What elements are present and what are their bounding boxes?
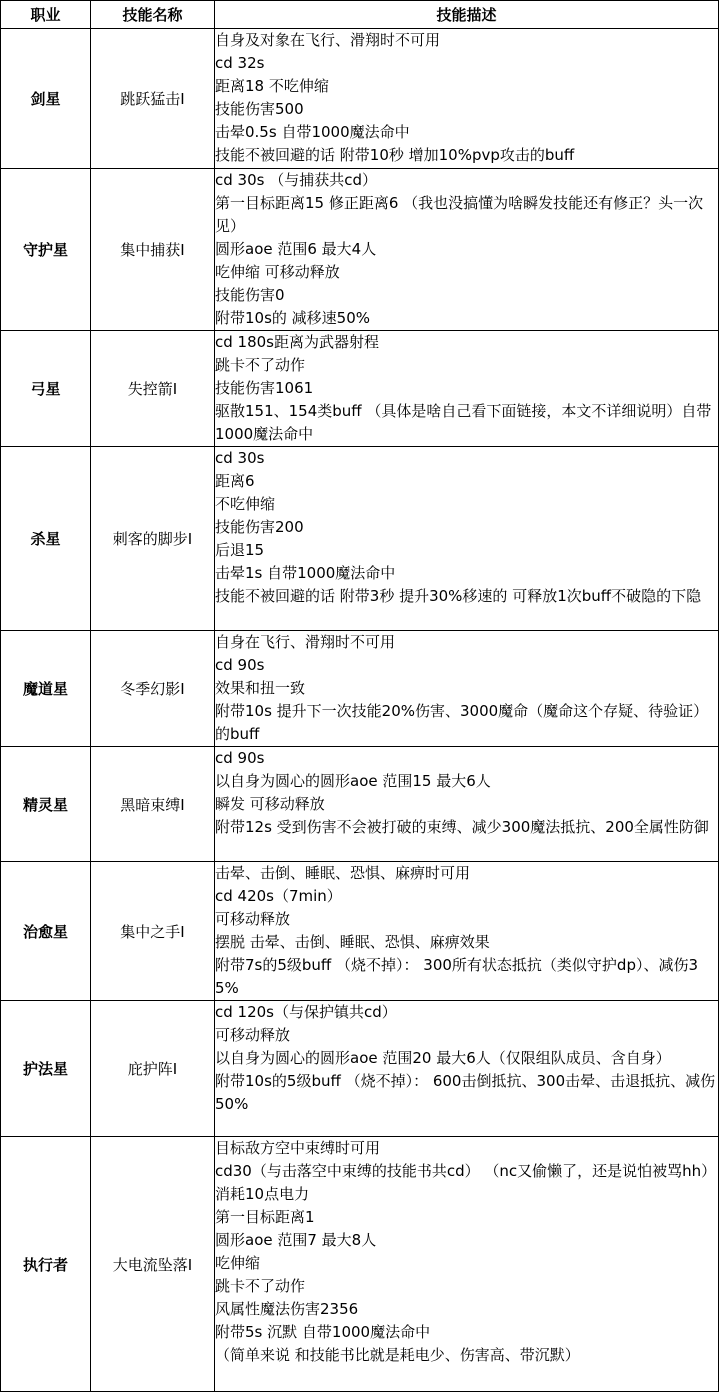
description-line: 技能不被回避的话 附带10秒 增加10%pvp攻击的buff [215,146,575,164]
table-row [1,1001,719,1137]
description-line: 自身及对象在飞行、滑翔时不可用 [215,31,441,49]
description-line: 技能伤害500 [215,100,304,118]
description-line: 吃伸缩 [215,1254,261,1272]
description-line: cd 420s（7min） [215,887,342,905]
skill-description-cell [215,331,719,447]
description-line: 附带5s 沉默 自带1000魔法命中 [215,1323,431,1341]
description-line: 后退15 [215,541,265,559]
description-line: 以自身为圆心的圆形aoe 范围20 最大6人（仅限组队成员、含自身） [215,1049,671,1067]
description-line: 以自身为圆心的圆形aoe 范围15 最大6人 [215,772,491,790]
description-line: 击晕0.5s 自带1000魔法命中 [215,123,410,141]
description-line: 圆形aoe 范围7 最大8人 [215,1231,377,1249]
header-skill-name: 技能名称 [91,1,215,29]
description-line: 可移动释放 [215,1026,291,1044]
skill-description-cell [215,169,719,331]
description-line: 瞬发 可移动释放 [215,795,325,813]
skill-name-cell: 失控箭I [91,331,215,447]
description-line: cd30（与击落空中束缚的技能书共cd） （nc又偷懒了，还是说怕被骂hh） [215,1162,717,1180]
description-line: 消耗10点电力 [215,1185,310,1203]
job-cell: 守护星 [1,169,91,331]
table-body [1,29,719,1392]
table-row [1,747,719,862]
description-line: cd 30s [215,449,265,467]
skill-description-cell [215,747,719,862]
description-line: 驱散151、154类buff （具体是啥自己看下面链接，本文不详细说明）自带1000魔法命中 [215,402,712,443]
table-row [1,1137,719,1392]
job-cell: 弓星 [1,331,91,447]
skill-description-cell [215,1137,719,1392]
header-job: 职业 [1,1,91,29]
skill-description-cell [215,447,719,631]
description-line: 技能伤害200 [215,518,304,536]
description-line: 击晕1s 自带1000魔法命中 [215,564,396,582]
table-row [1,331,719,447]
description-line: 摆脱 击晕、击倒、睡眠、恐惧、麻痹效果 [215,933,490,951]
description-line: 距离6 [215,472,255,490]
table-row [1,447,719,631]
description-line: 吃伸缩 可移动释放 [215,263,340,281]
skill-name-cell: 大电流坠落I [91,1137,215,1392]
description-line: （简单来说 和技能书比就是耗电少、伤害高、带沉默） [215,1346,580,1364]
description-line: 跳卡不了动作 [215,1277,306,1295]
job-cell: 治愈星 [1,862,91,1001]
description-line: 附带10s 提升下一次技能20%伤害、3000魔命（魔命这个存疑、待验证）的buff [215,702,709,743]
description-line: cd 90s [215,749,265,767]
description-line: 第一目标距离15 修正距离6 （我也没搞懂为啥瞬发技能还有修正？头一次见） [215,194,704,235]
skill-description-cell [215,862,719,1001]
description-line: cd 30s （与捕获共cd） [215,171,377,189]
skill-name-cell: 集中之手I [91,862,215,1001]
description-line: 附带10s的 减移速50% [215,309,371,327]
skill-name-cell: 刺客的脚步I [91,447,215,631]
description-line: 附带10s的5级buff （烧不掉）： 600击倒抵抗、300击晕、击退抵抗、减伤50% [215,1072,716,1113]
job-cell: 执行者 [1,1137,91,1392]
description-line: 跳卡不了动作 [215,356,306,374]
skill-description-cell [215,1001,719,1137]
description-line: 风属性魔法伤害2356 [215,1300,359,1318]
description-line: 效果和扭一致 [215,679,306,697]
description-line: cd 90s [215,656,265,674]
description-line: 可移动释放 [215,910,291,928]
job-cell: 杀星 [1,447,91,631]
description-line: 圆形aoe 范围6 最大4人 [215,240,377,258]
description-line: cd 32s [215,54,265,72]
skill-name-cell: 跳跃猛击I [91,29,215,169]
description-line: 附带7s的5级buff （烧不掉）： 300所有状态抵抗（类似守护dp）、减伤35% [215,956,699,997]
skill-name-cell: 庇护阵I [91,1001,215,1137]
description-line: 距离18 不吃伸缩 [215,77,329,95]
skill-description-cell [215,29,719,169]
table-row [1,862,719,1001]
job-cell: 剑星 [1,29,91,169]
description-line: 不吃伸缩 [215,495,276,513]
description-line: 技能伤害1061 [215,379,314,397]
skill-name-cell: 冬季幻影I [91,631,215,747]
description-line: 第一目标距离1 [215,1208,315,1226]
description-line: 击晕、击倒、睡眠、恐惧、麻痹时可用 [215,864,471,882]
job-cell: 魔道星 [1,631,91,747]
description-line: 附带12s 受到伤害不会被打破的束缚、减少300魔法抵抗、200全属性防御 [215,818,709,836]
skill-name-cell: 集中捕获I [91,169,215,331]
job-cell: 护法星 [1,1001,91,1137]
description-line: cd 120s（与保护镇共cd） [215,1003,397,1021]
skill-name-cell: 黑暗束缚I [91,747,215,862]
skill-description-cell [215,631,719,747]
table-row [1,169,719,331]
description-line: 自身在飞行、滑翔时不可用 [215,633,396,651]
description-line: cd 180s距离为武器射程 [215,333,379,351]
description-line: 技能不被回避的话 附带3秒 提升30%移速的 可释放1次buff不破隐的下隐 [215,587,702,605]
header-skill-description: 技能描述 [215,1,719,29]
description-line: 目标敌方空中束缚时可用 [215,1139,381,1157]
table-row [1,631,719,747]
job-cell: 精灵星 [1,747,91,862]
description-line: 技能伤害0 [215,286,285,304]
table-row [1,29,719,169]
header-row [1,1,719,29]
